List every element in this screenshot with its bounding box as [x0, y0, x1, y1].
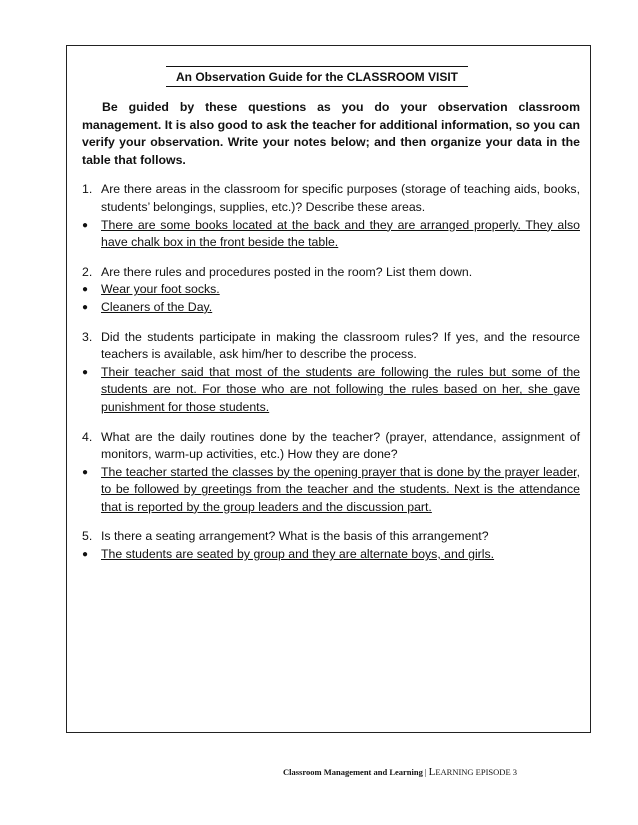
question-block — [82, 264, 580, 317]
question-text: What are the daily routines done by the teacher? (prayer, attendance, assignment of monitors, warm-up activities, etc.) How they are done? — [101, 429, 580, 462]
footer-separator: | — [424, 767, 427, 777]
answer-text: There are some books located at the back and they are arranged properly. They also have chalk box in the front beside the table. — [101, 217, 580, 250]
question-text: Is there a seating arrangement? What is the basis of this arrangement? — [101, 529, 489, 544]
bullet-icon: ● — [82, 366, 89, 378]
question-number: 4. — [82, 429, 93, 444]
answer-text: The teacher started the classes by the opening prayer that is done by the prayer leader, to be followed by greetings from the teacher and the students. Next is the attendance that is reported by the group leaders and the discussion part. — [101, 464, 580, 514]
page-title: An Observation Guide for the CLASSROOM VISIT — [166, 70, 468, 87]
question-text: Are there rules and procedures posted in the room? List them down. — [101, 264, 473, 279]
question-block — [82, 181, 580, 251]
question-block — [82, 329, 580, 417]
question-number: 2. — [82, 264, 93, 279]
question-block — [82, 528, 580, 563]
footer-course: Classroom Management and Learning — [283, 767, 423, 777]
bullet-icon: ● — [82, 466, 89, 478]
footer-episode: EARNING EPISODE 3 — [435, 767, 518, 777]
bullet-icon: ● — [82, 284, 89, 296]
page-footer — [283, 766, 517, 778]
question-list — [82, 181, 580, 563]
answer-item — [82, 546, 580, 564]
question-number: 3. — [82, 329, 93, 344]
answer-item — [82, 364, 580, 417]
footer-episode-initial: L — [428, 766, 436, 778]
bullet-icon: ● — [82, 549, 89, 561]
answer-text: The students are seated by group and they are alternate boys, and girls. — [101, 547, 495, 562]
title-top-rule — [166, 66, 468, 67]
answer-text: Cleaners of the Day. — [101, 299, 213, 314]
title-block — [166, 66, 468, 87]
answer-item — [82, 299, 580, 317]
bullet-icon: ● — [82, 219, 89, 231]
question — [82, 181, 580, 216]
question — [82, 264, 580, 282]
question-number: 1. — [82, 182, 93, 197]
question — [82, 429, 580, 464]
bullet-icon: ● — [82, 301, 89, 313]
answer-text: Their teacher said that most of the students are following the rules but some of the students are not. For those who are not following the rules based on her, she gave punishment for those students. — [101, 364, 580, 414]
question-text: Are there areas in the classroom for specific purposes (storage of teaching aids, books, students’ belongings, supplies, etc.)? Describe these areas. — [101, 182, 580, 214]
answer-item — [82, 464, 580, 517]
question — [82, 528, 580, 546]
content-body — [82, 99, 580, 576]
question-text: Did the students participate in making the classroom rules? If yes, and the resource teachers is available, ask him/her to describe the process. — [101, 329, 580, 362]
question — [82, 329, 580, 364]
intro-paragraph: Be guided by these questions as you do your observation classroom management. It is also good to ask the teacher for additional information, so you can verify your observation. Write your notes below; and then organize your data in the table that follows. — [82, 100, 580, 167]
question-number: 5. — [82, 529, 93, 544]
answer-text: Wear your foot socks. — [101, 282, 220, 297]
question-block — [82, 429, 580, 517]
answer-item — [82, 281, 580, 299]
answer-item — [82, 217, 580, 252]
